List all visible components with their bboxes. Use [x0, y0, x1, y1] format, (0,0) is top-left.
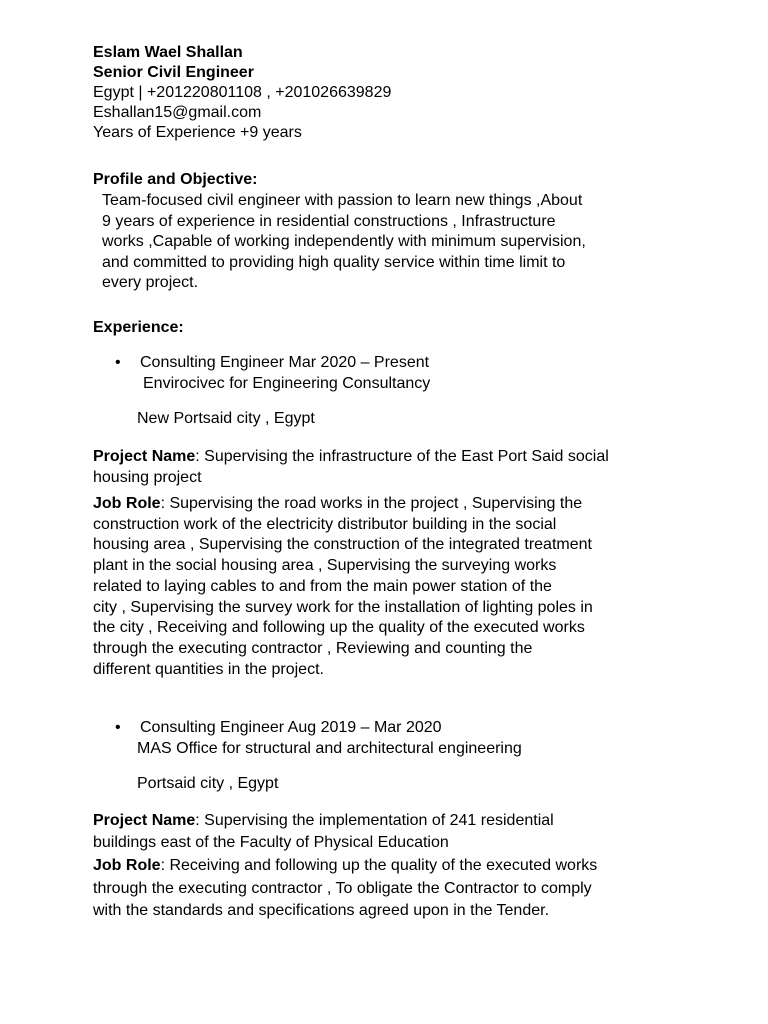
bullet-icon: •	[115, 354, 121, 371]
job-entry-1	[93, 352, 743, 429]
project-name-text: housing project	[93, 469, 202, 486]
job-entry-2	[93, 717, 743, 794]
job-title: Consulting Engineer Mar 2020 – Present	[140, 354, 430, 371]
job-role-text: plant in the social housing area , Supervising the surveying works	[93, 557, 557, 575]
job-role-text: through the executing contractor , Reviewing and counting the	[93, 639, 533, 657]
profile-line: every project.	[102, 274, 199, 291]
job-title-line	[93, 352, 743, 373]
job-role-text: construction work of the electricity distributor building in the social	[93, 515, 557, 533]
job-role-text: housing area , Supervising the construction of the integrated treatment	[93, 536, 592, 554]
profile-line: and committed to providing high quality service within time limit to	[102, 253, 566, 271]
job-role-text: the city , Receiving and following up the quality of the executed works	[93, 619, 585, 637]
years-of-experience: Years of Experience +9 years	[93, 124, 302, 141]
project-name-text: : Supervising the implementation of 241 residential	[195, 812, 554, 829]
profile-line: 9 years of experience in residential constructions , Infrastructure	[102, 212, 556, 230]
job-title: Consulting Engineer Aug 2019 – Mar 2020	[140, 719, 442, 736]
project-name-text: : Supervising the infrastructure of the East Port Said social	[195, 448, 609, 465]
job-role-text: : Supervising the road works in the project , Supervising the	[160, 495, 583, 512]
job-location: New Portsaid city , Egypt	[137, 410, 315, 427]
candidate-name: Eslam Wael Shallan	[93, 44, 243, 61]
project-name-label: Project Name	[93, 448, 196, 465]
job-role-text: through the executing contractor , To obligate the Contractor to comply	[93, 879, 592, 897]
job-role-1	[93, 494, 743, 680]
job-location: Portsaid city , Egypt	[137, 775, 279, 792]
project-name-2	[93, 810, 743, 854]
profile-text	[102, 191, 722, 294]
candidate-title: Senior Civil Engineer	[93, 64, 254, 81]
project-name-label: Project Name	[93, 812, 196, 829]
email-address: Eshallan15@gmail.com	[93, 104, 262, 121]
profile-line: works ,Capable of working independently with minimum supervision,	[102, 233, 586, 250]
job-role-text: with the standards and specifications agreed upon in the Tender.	[93, 902, 550, 919]
bullet-icon: •	[115, 719, 121, 736]
job-role-text: different quantities in the project.	[93, 660, 324, 678]
job-role-label: Job Role	[93, 495, 161, 512]
profile-line: Team-focused civil engineer with passion to learn new things ,About	[102, 192, 583, 209]
job-role-2	[93, 855, 743, 923]
profile-heading: Profile and Objective:	[93, 171, 258, 188]
job-role-text: : Receiving and following up the quality of the executed works	[160, 857, 598, 874]
job-title-line	[93, 717, 743, 738]
experience-heading: Experience:	[93, 319, 184, 336]
company-name: Envirocivec for Engineering Consultancy	[143, 375, 431, 392]
project-name-text: buildings east of the Faculty of Physical Education	[93, 834, 449, 851]
job-role-text: city , Supervising the survey work for the installation of lighting poles in	[93, 598, 593, 616]
resume-header	[93, 43, 743, 143]
contact-info: Egypt | +201220801108 , +201026639829	[93, 84, 392, 101]
company-name: MAS Office for structural and architectural engineering	[137, 740, 522, 757]
job-role-text: related to laying cables to and from the main power station of the	[93, 577, 552, 595]
job-role-label: Job Role	[93, 857, 161, 874]
project-name-1	[93, 446, 743, 488]
